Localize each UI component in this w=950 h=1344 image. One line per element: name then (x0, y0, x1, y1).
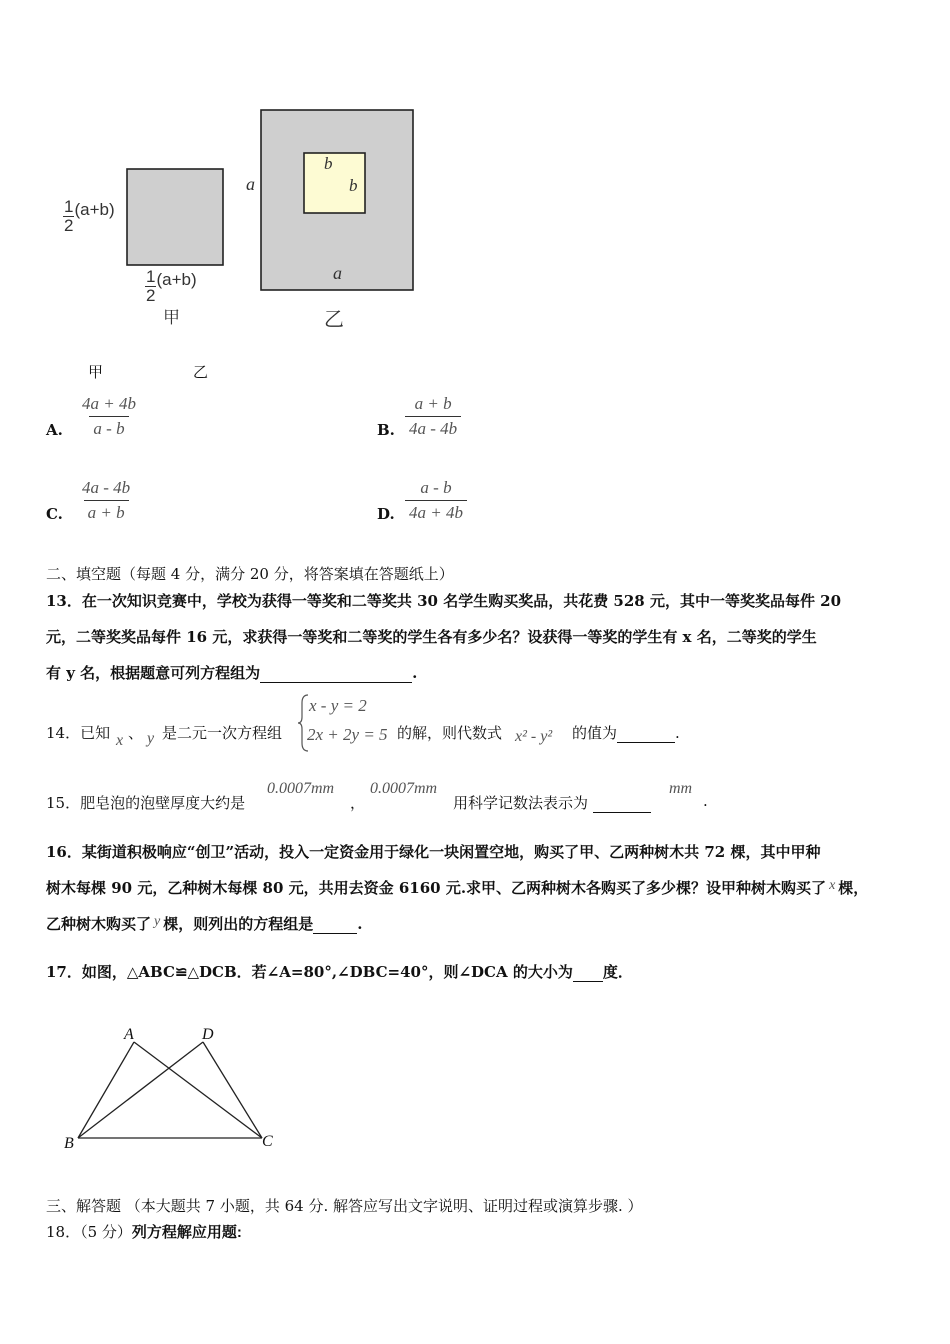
q15-unit: mm (669, 780, 693, 797)
yi-figure-label: 乙 (324, 309, 344, 331)
q15-mid-wrap (453, 792, 651, 813)
q14-period: . (675, 724, 680, 742)
q16-line1: 16．某街道积极响应“创卫”活动，投入一定资金用于绿化一块闲置空地，购买了甲、乙两种树木共 72 棵，其中甲种 (46, 843, 821, 861)
edge-DC (203, 1042, 262, 1138)
option-d-num: a - b (420, 478, 452, 497)
q16-line2b: 棵， (838, 879, 869, 897)
q16-answer-blank[interactable] (313, 915, 357, 934)
q15-value1: 0.0007mm (267, 780, 335, 797)
q15-comma: ， (350, 794, 366, 812)
vertex-D: D (202, 1026, 214, 1043)
option-c-den: a + b (84, 500, 129, 523)
jia-bottom-expr: (a+b) (156, 269, 197, 289)
q14-prefix: 14．已知 (46, 724, 111, 742)
q18-title: 列方程解应用题: (131, 1224, 242, 1241)
q14-y: y (147, 730, 155, 747)
option-a-num: 4a + 4b (82, 394, 136, 413)
vertex-A: A (124, 1026, 134, 1043)
q15-value2: 0.0007mm (370, 780, 438, 797)
q17-line (46, 961, 633, 982)
q16-line2 (46, 877, 868, 898)
section3-title: 三、解答题 （本大题共 7 小题，共 64 分. 解答应写出文字说明、证明过程或演算步骤. ） (46, 1197, 643, 1215)
q14-x: x (116, 732, 124, 749)
q14-suffix2: 的值为 (572, 724, 618, 742)
yi-inner-b-right: b (349, 176, 358, 195)
q18-line (46, 1221, 242, 1242)
q16-period: . (357, 915, 363, 933)
q16-line3 (46, 913, 362, 934)
q14-answer-blank[interactable] (617, 724, 675, 743)
q14-eq2: 2x + 2y = 5 (307, 725, 388, 744)
square-jia (127, 169, 223, 265)
option-b-fraction[interactable] (405, 394, 461, 439)
yi-side-a: a (246, 174, 255, 194)
q17-answer-blank[interactable] (573, 963, 603, 982)
yi-bottom-a: a (333, 263, 342, 283)
option-c-fraction[interactable] (78, 478, 134, 523)
jia-left-label (63, 198, 115, 235)
q15-answer-blank[interactable] (593, 794, 651, 813)
option-d-label[interactable]: D. (377, 505, 395, 523)
yi-inner-b-top: b (324, 154, 333, 173)
q16-line3b: 棵，则列出的方程组是 (163, 915, 314, 933)
option-b-label[interactable]: B. (377, 421, 395, 439)
triangle-svg (55, 1020, 285, 1160)
option-d-fraction[interactable] (405, 478, 467, 523)
option-b-num: a + b (414, 394, 452, 413)
option-d-den: 4a + 4b (405, 500, 467, 523)
q13-line3 (46, 662, 417, 683)
caption-yi: 乙 (193, 363, 209, 381)
half-fraction-bottom: $\frac{1}{2}$ (146, 267, 156, 305)
q13-answer-blank[interactable] (260, 664, 412, 683)
jia-left-expr: (a+b) (74, 199, 115, 219)
q17-unit: 度． (602, 963, 633, 981)
q14-eq1: x - y = 2 (309, 696, 367, 715)
q15-mid: 用科学记数法表示为 (453, 794, 589, 812)
jia-figure-label: 甲 (163, 308, 180, 327)
triangle-figure (55, 1020, 285, 1160)
q13-line2: 元，二等奖奖品每件 16 元，求获得一等奖和二等奖的学生各有多少名？设获得一等奖的学生有 x 名，二等奖的学生 (46, 628, 817, 646)
q14-system (297, 693, 397, 753)
edge-DB (78, 1042, 203, 1138)
q15-prefix: 15．肥皂泡的泡壁厚度大约是 (46, 794, 246, 812)
q14-expr: x² - y² (515, 728, 553, 745)
q13-period: . (412, 664, 418, 682)
q16-y: y (154, 914, 161, 929)
q15-period: . (703, 792, 708, 810)
q16-line2a: 树木每棵 90 元，乙种树木每棵 80 元，共用去资金 6160 元.求甲、乙两种树木各购买了多少棵？设甲种树木购买了 (46, 879, 827, 897)
q14-sep: 、 (128, 724, 144, 742)
section2-title: 二、填空题（每题 4 分，满分 20 分，将答案填在答题纸上） (46, 565, 454, 583)
q17-text: 17．如图，△ABC≌△DCB．若∠A=80°,∠DBC=40°，则∠DCA 的大小为 (46, 963, 573, 981)
option-a-label[interactable]: A. (46, 421, 63, 439)
vertex-B: B (64, 1135, 74, 1152)
caption-jia: 甲 (88, 363, 104, 381)
option-c-num: 4a - 4b (82, 478, 131, 497)
q13-line1: 13．在一次知识竞赛中，学校为获得一等奖和二等奖共 30 名学生购买奖品，共花费 528 元，其中一等奖奖品每件 20 (46, 592, 842, 610)
q14-mid: 是二元一次方程组 (162, 724, 283, 742)
option-b-den: 4a - 4b (405, 416, 461, 439)
half-fraction: $\frac{1}{2}$ (64, 197, 74, 235)
q18-prefix: 18．（5 分） (46, 1223, 132, 1241)
q14-suffix1: 的解，则代数式 (397, 724, 503, 742)
option-a-fraction[interactable] (78, 394, 140, 439)
option-c-label[interactable]: C. (46, 505, 63, 523)
vertex-C: C (262, 1133, 273, 1150)
option-a-den: a - b (89, 416, 128, 439)
q13-line3-text: 有 y 名，根据题意可列方程组为 (46, 664, 261, 682)
q16-line3a: 乙种树木购买了 (46, 915, 152, 933)
q16-x: x (829, 878, 836, 893)
edge-AC (134, 1042, 262, 1138)
edge-AB (78, 1042, 134, 1138)
jia-bottom-label (145, 268, 197, 305)
q14-suffix2-wrap (572, 722, 680, 743)
